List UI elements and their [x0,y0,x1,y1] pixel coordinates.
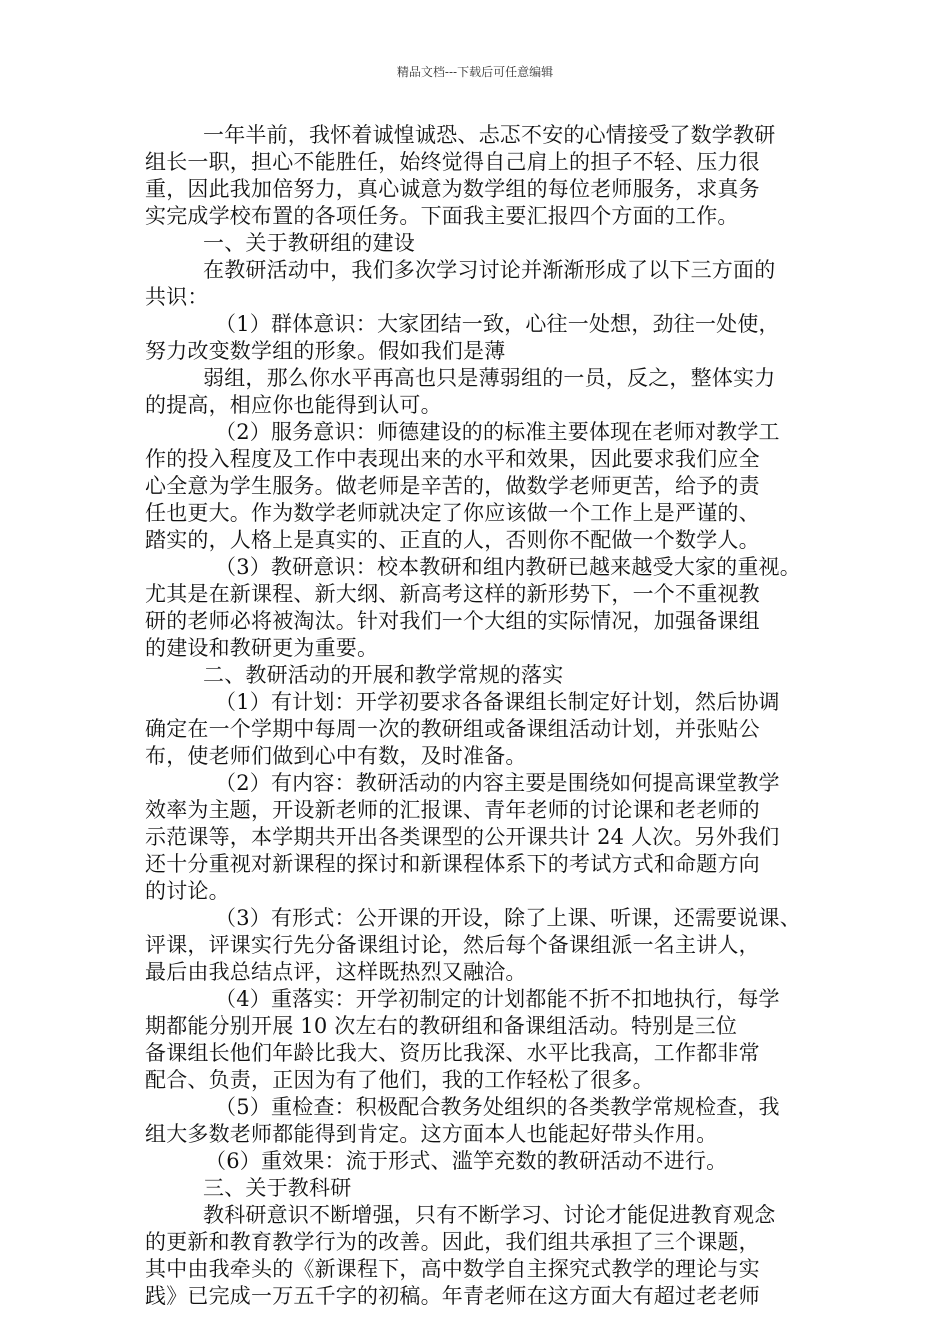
paragraph-line: 重，因此我加倍努力，真心诚意为数学组的每位老师服务，求真务 [145,177,760,201]
paragraph-line: 最后由我总结点评，这样既热烈又融洽。 [145,960,527,984]
paragraph-line: 期都能分别开展 10 次左右的教研组和备课组活动。特别是三位 [145,1014,738,1038]
paragraph-line: 任也更大。作为数学老师就决定了你应该做一个工作上是严谨的、 [145,501,760,525]
list-item-line: （3）教研意识：校本教研和组内教研已越来越受大家的重视。 [215,555,801,579]
list-item-line: （2）服务意识：师德建设的的标准主要体现在老师对教学工 [215,420,780,444]
paragraph-line: 研的老师必将被淘汰。针对我们一个大组的实际情况，加强备课组 [145,609,760,633]
paragraph-line: 共识： [145,285,209,309]
paragraph-line: 的提高，相应你也能得到认可。 [145,393,442,417]
paragraph-line: 确定在一个学期中每周一次的教研组或备课组活动计划，并张贴公 [145,717,760,741]
paragraph-line: 作的投入程度及工作中表现出来的水平和效果，因此要求我们应全 [145,447,760,471]
list-item-line: （6）重效果：流于形式、滥竽充数的教研活动不进行。 [205,1149,728,1173]
paragraph-line: 还十分重视对新课程的探讨和新课程体系下的考试方式和命题方向 [145,852,760,876]
paragraph-line: 在教研活动中，我们多次学习讨论并渐渐形成了以下三方面的 [203,258,776,282]
section-heading: 一、关于教研组的建设 [203,231,415,255]
paragraph-line: 评课，评课实行先分备课组讨论，然后每个备课组派一名主讲人， [145,933,760,957]
list-item-line: （4）重落实：开学初制定的计划都能不折不扣地执行，每学 [215,987,780,1011]
paragraph-line: 教科研意识不断增强，只有不断学习、讨论才能促进教育观念 [203,1203,776,1227]
list-item-line: （5）重检查：积极配合教务处组织的各类教学常规检查，我 [215,1095,780,1119]
paragraph-line: 效率为主题，开设新老师的汇报课、青年老师的讨论课和老老师的 [145,798,760,822]
section-heading: 三、关于教科研 [203,1176,352,1200]
paragraph-line: 组大多数老师都能得到肯定。这方面本人也能起好带头作用。 [145,1122,718,1146]
paragraph-line: 备课组长他们年龄比我大、资历比我深、水平比我高，工作都非常 [145,1041,760,1065]
document-body [145,122,810,1310]
paragraph-line: 示范课等，本学期共开出各类课型的公开课共计 24 人次。另外我们 [145,825,780,849]
paragraph-line: 心全意为学生服务。做老师是辛苦的，做数学老师更苦，给予的责 [145,474,760,498]
paragraph-line: 实完成学校布置的各项任务。下面我主要汇报四个方面的工作。 [145,204,739,228]
paragraph-line: 一年半前，我怀着诚惶诚恐、忐忑不安的心情接受了数学教研 [203,123,776,147]
paragraph-line: 踏实的，人格上是真实的、正直的人，否则你不配做一个数学人。 [145,528,760,552]
list-item-line: （1）有计划：开学初要求各备课组长制定好计划，然后协调 [215,690,780,714]
paragraph-line: 配合、负责，正因为有了他们，我的工作轻松了很多。 [145,1068,654,1092]
document-header-note: 精品文档---下载后可任意编辑 [396,65,554,79]
paragraph-line: 的讨论。 [145,879,230,903]
paragraph-line: 努力改变数学组的形象。假如我们是薄 [145,339,506,363]
list-item-line: （2）有内容：教研活动的内容主要是围绕如何提高课堂教学 [215,771,780,795]
paragraph-line: 践》已完成一万五千字的初稿。年青老师在这方面大有超过老老师 [145,1284,760,1308]
paragraph-line: 的建设和教研更为重要。 [145,636,379,660]
paragraph-line: 尤其是在新课程、新大纲、新高考这样的新形势下，一个不重视教 [145,582,760,606]
list-item-line: （3）有形式：公开课的开设，除了上课、听课，还需要说课、 [215,906,801,930]
section-heading: 二、教研活动的开展和教学常规的落实 [203,663,564,687]
paragraph-line: 组长一职，担心不能胜任，始终觉得自己肩上的担子不轻、压力很 [145,150,760,174]
paragraph-line: 的更新和教育教学行为的改善。因此，我们组共承担了三个课题， [145,1230,760,1254]
paragraph-line: 其中由我牵头的《新课程下，高中数学自主探究式教学的理论与实 [145,1257,760,1281]
list-item-line: （1）群体意识：大家团结一致，心往一处想，劲往一处使， [215,312,780,336]
paragraph-line: 弱组，那么你水平再高也只是薄弱组的一员，反之，整体实力 [203,366,776,390]
paragraph-line: 布，使老师们做到心中有数，及时准备。 [145,744,527,768]
